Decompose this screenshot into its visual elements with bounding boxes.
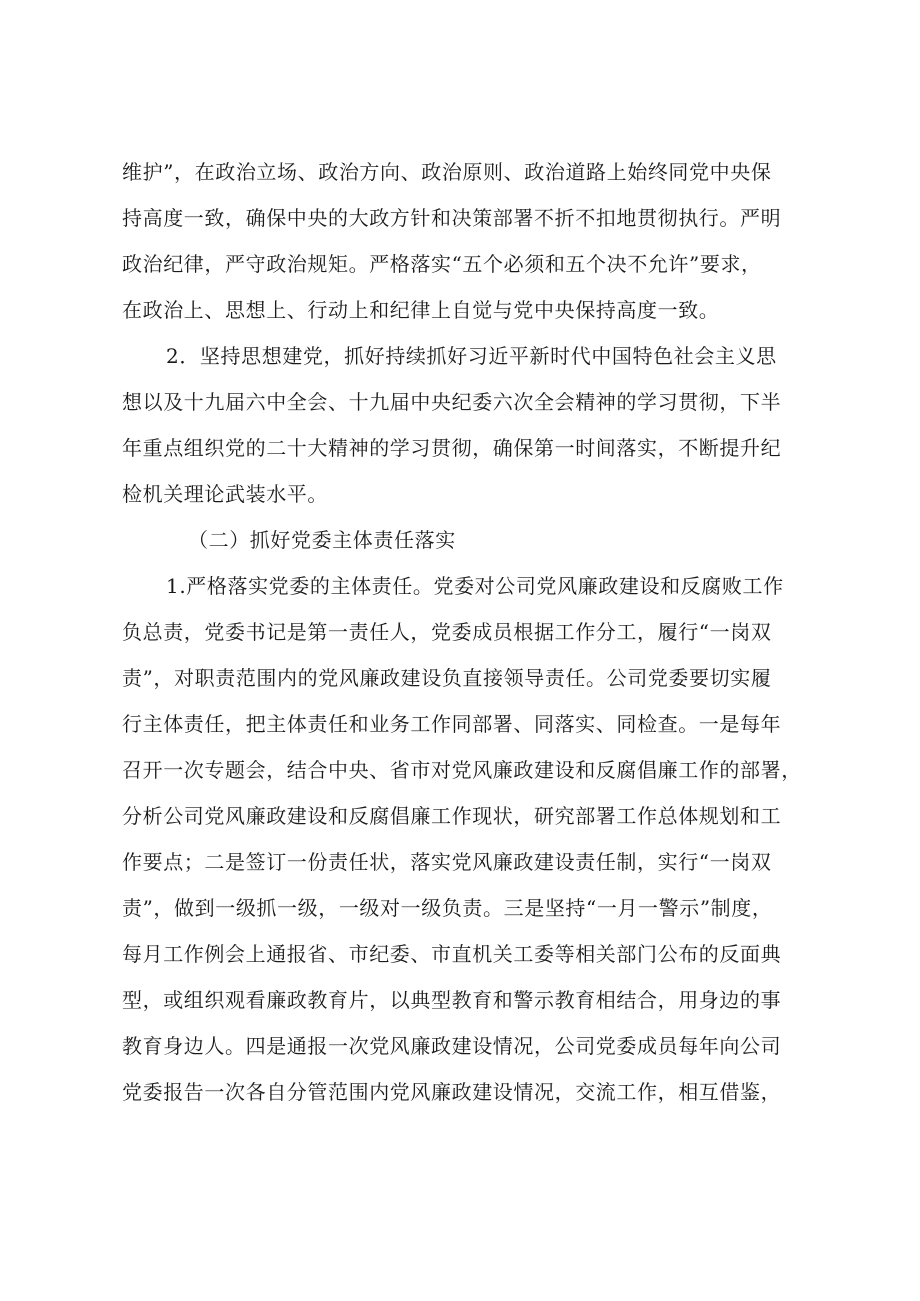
- text-line: 检机关理论武装水平。: [122, 482, 328, 506]
- text-line: 政治纪律，严守政治规矩。严格落实“五个必须和五个决不允许”要求，: [122, 252, 762, 276]
- text-line: 作要点；二是签订一份责任状，落实党风廉政建设责任制，实行“一岗双: [122, 850, 772, 874]
- text-line: 分析公司党风廉政建设和反腐倡廉工作现状，研究部署工作总体规划和工: [122, 804, 782, 828]
- text-line: 负总责，党委书记是第一责任人，党委成员根据工作分工，履行“一岗双: [122, 620, 772, 644]
- heading-text: （二）抓好党委主体责任落实: [188, 528, 456, 552]
- text-line: 党委报告一次各自分管范围内党风廉政建设情况，交流工作，相互借鉴，: [122, 1080, 782, 1104]
- text-line: 教育身边人。四是通报一次党风廉政建设情况，公司党委成员每年向公司: [122, 1034, 782, 1058]
- text-line: 行主体责任，把主体责任和业务工作同部署、同落实、同检查。一是每年: [122, 712, 782, 736]
- paragraph-2: [122, 344, 822, 506]
- paragraph-3: [122, 574, 822, 1104]
- section-heading: [122, 528, 822, 552]
- text-line: 在政治上、思想上、行动上和纪律上自觉与党中央保持高度一致。: [122, 298, 720, 322]
- paragraph-1: [122, 160, 822, 322]
- text-line: 年重点组织党的二十大精神的学习贯彻，确保第一时间落实，不断提升纪: [122, 436, 782, 460]
- text-line: 责”，对职责范围内的党风廉政建设负直接领导责任。公司党委要切实履: [122, 666, 772, 690]
- text-line: 型，或组织观看廉政教育片，以典型教育和警示教育相结合，用身边的事: [122, 988, 782, 1012]
- text-line: 2．坚持思想建党，抓好持续抓好习近平新时代中国特色社会主义思: [166, 344, 777, 368]
- text-line: 每月工作例会上通报省、市纪委、市直机关工委等相关部门公布的反面典: [122, 942, 782, 966]
- document-page: [122, 160, 822, 1104]
- text-line: 1.严格落实党委的主体责任。党委对公司党风廉政建设和反腐败工作: [166, 574, 784, 598]
- text-line: 召开一次专题会，结合中央、省市对党风廉政建设和反腐倡廉工作的部署，: [122, 758, 802, 782]
- text-line: 持高度一致，确保中央的大政方针和决策部署不折不扣地贯彻执行。严明: [122, 206, 782, 230]
- text-line: 维护”，在政治立场、政治方向、政治原则、政治道路上始终同党中央保: [122, 160, 772, 184]
- text-line: 责”，做到一级抓一级，一级对一级负责。三是坚持“一月一警示”制度，: [122, 896, 773, 920]
- text-line: 想以及十九届六中全会、十九届中央纪委六次全会精神的学习贯彻，下半: [122, 390, 782, 414]
